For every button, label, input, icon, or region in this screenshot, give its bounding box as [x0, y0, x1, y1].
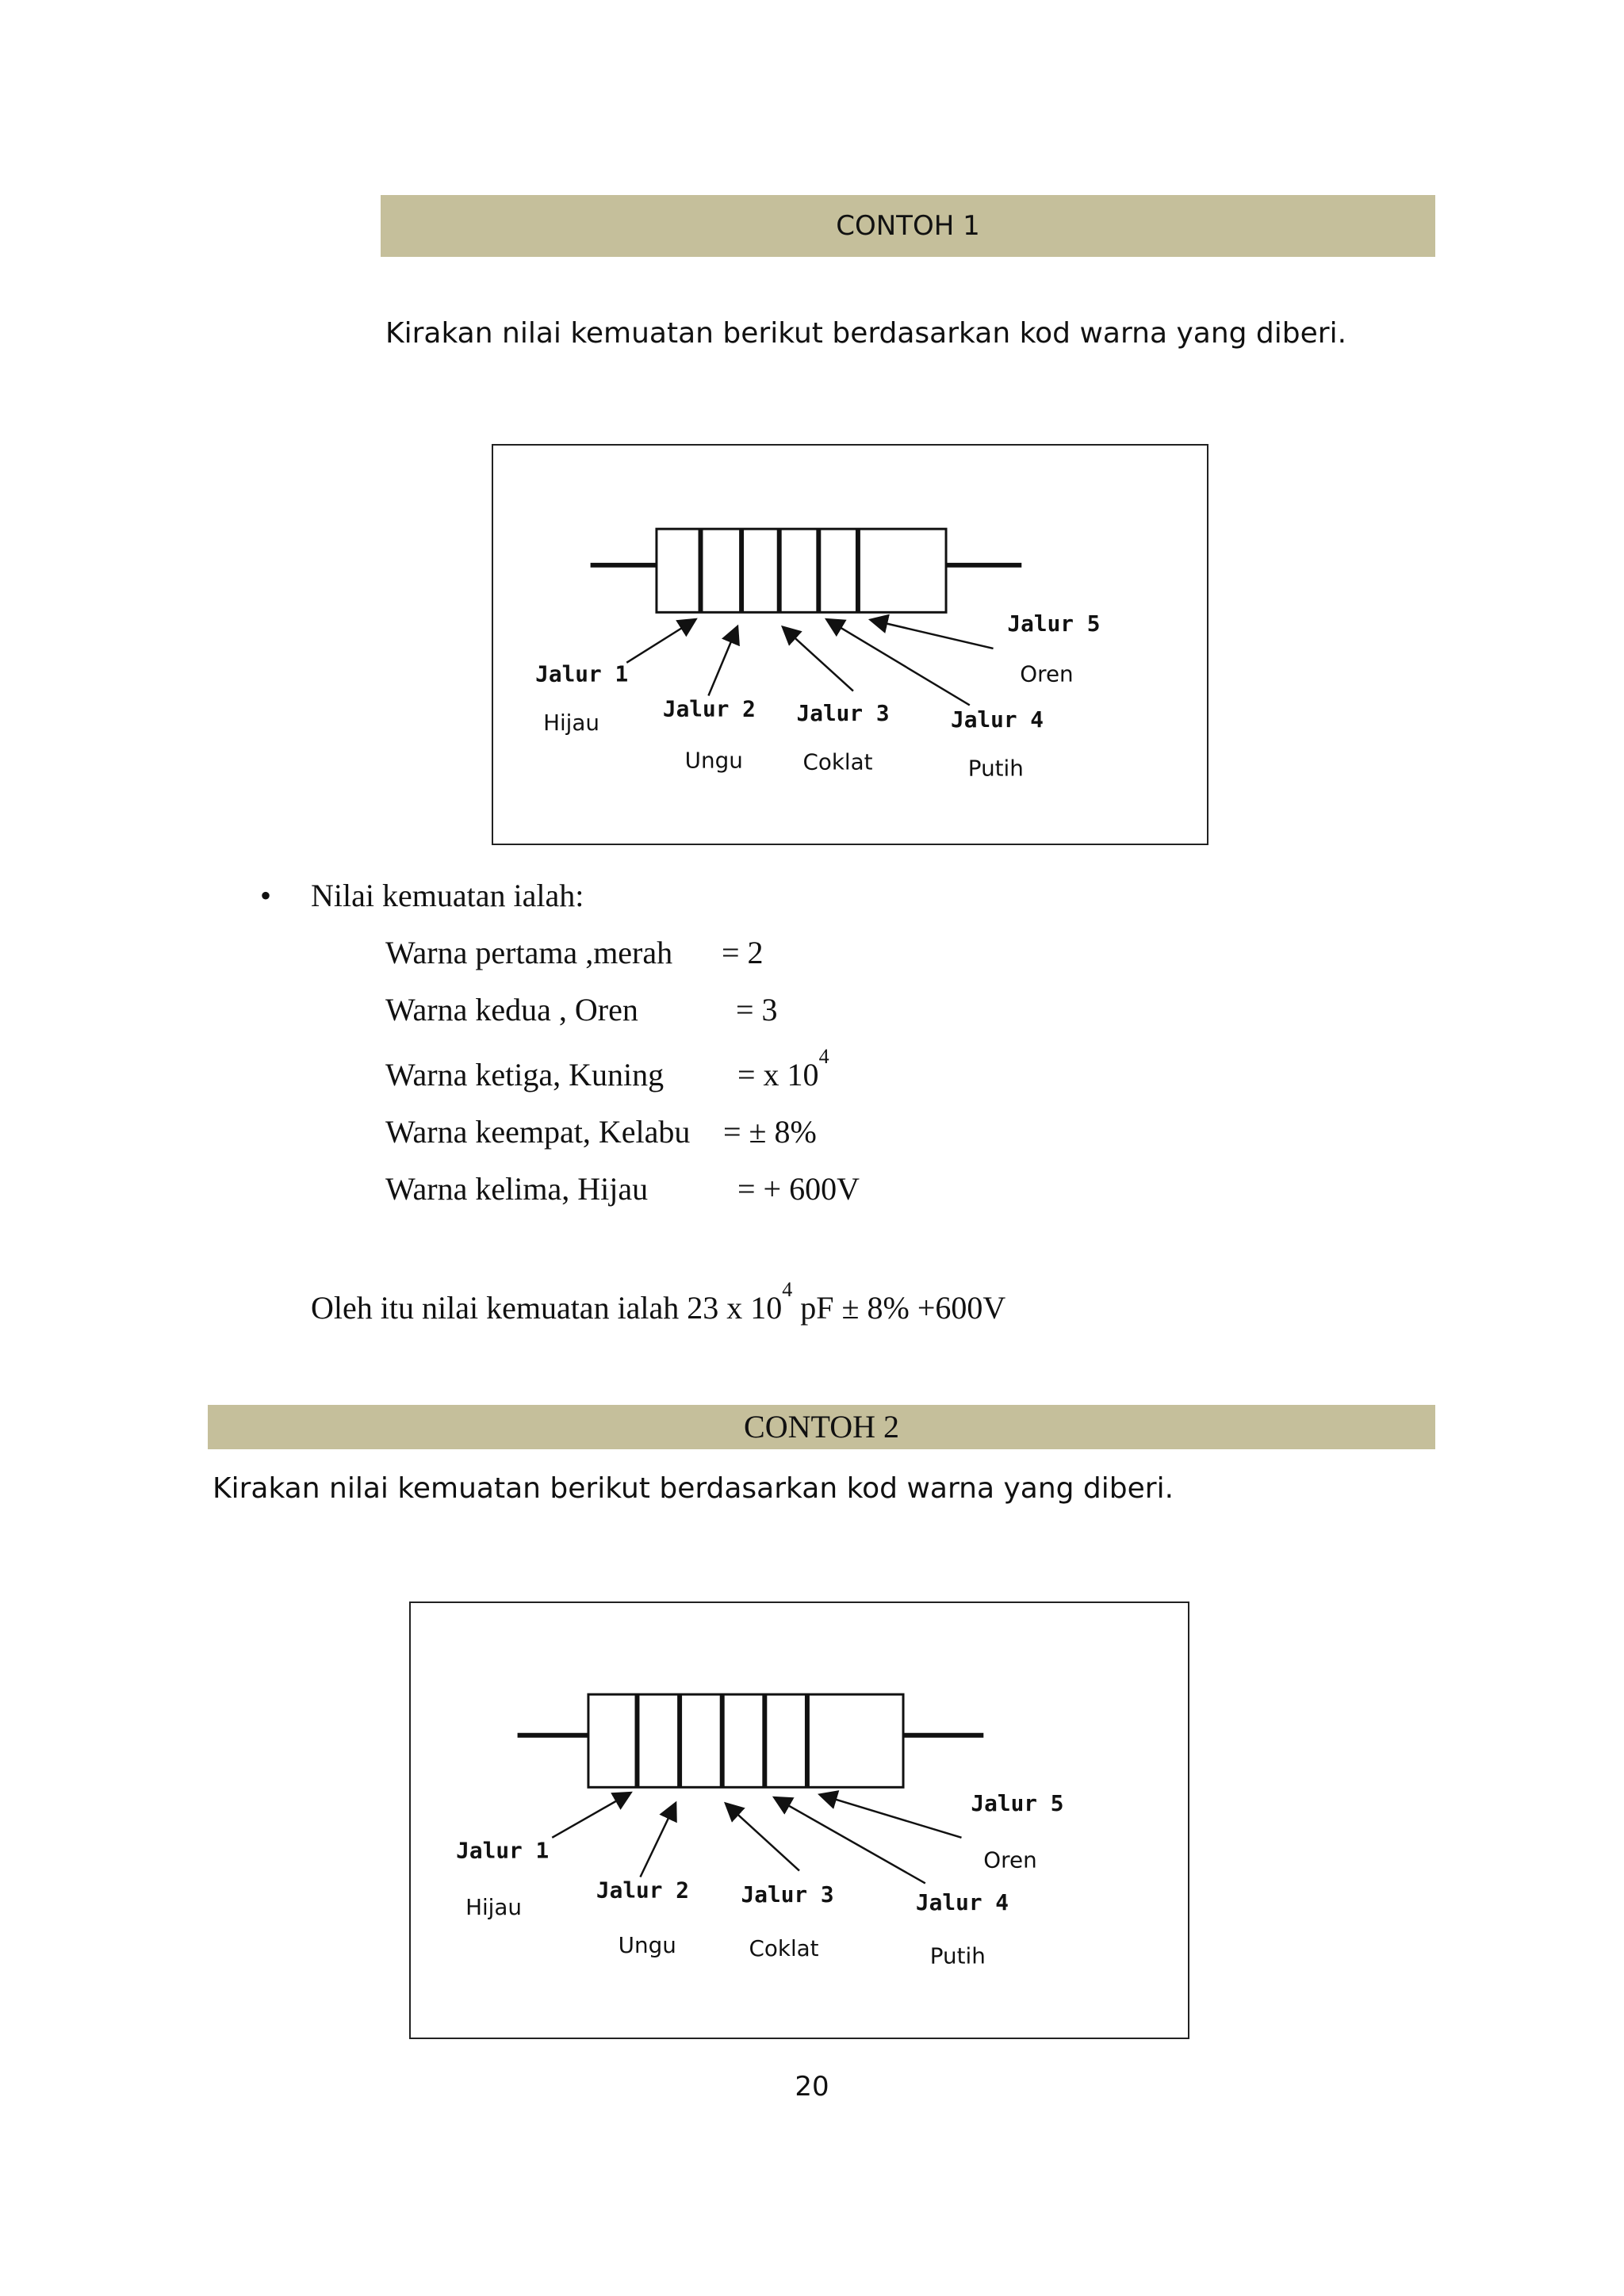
arrow-band-2 — [640, 1804, 675, 1877]
row-value-5: = + 600V — [737, 1171, 860, 1207]
arrow-band-4 — [828, 620, 970, 705]
arrow-band-5 — [872, 620, 994, 649]
band-2-color: Ungu — [618, 1931, 676, 1958]
row-3-exponent: 4 — [818, 1045, 829, 1068]
band-1-title: Jalur 1 — [535, 660, 629, 687]
band-5-color: Oren — [1020, 660, 1074, 687]
arrow-band-1 — [552, 1793, 629, 1838]
band-2-color: Ungu — [684, 747, 743, 774]
band-1-color: Hijau — [465, 1894, 523, 1921]
band-1-color: Hijau — [543, 710, 600, 737]
band-3-color: Coklat — [802, 748, 873, 775]
row-label-2: Warna kedua , Oren — [385, 992, 638, 1027]
arrow-band-3 — [784, 628, 853, 691]
row-value-3: = x $10^4$ — [737, 1045, 829, 1093]
band-2-title: Jalur 2 — [596, 1877, 689, 1904]
row-value-4: = ± 8% — [723, 1114, 817, 1150]
band-4-color: Putih — [929, 1942, 986, 1969]
example1-capacitor-figure — [492, 444, 1208, 845]
example1-instruction: Kirakan nilai kemuatan berikut berdasarkan kod warna yang diberi. — [385, 317, 1347, 350]
capacitor-diagram-2 — [411, 1603, 1188, 2038]
band-5-color: Oren — [983, 1846, 1037, 1873]
example2-heading: CONTOH 2 — [208, 1405, 1435, 1449]
band-3-color: Coklat — [749, 1934, 819, 1961]
conclusion-exponent: 4 — [782, 1278, 793, 1301]
band-3-title: Jalur 3 — [796, 700, 890, 727]
example2-capacitor-figure — [409, 1601, 1189, 2039]
arrow-band-2 — [708, 628, 737, 695]
arrow-band-3 — [727, 1804, 799, 1870]
band-5-title: Jalur 5 — [1007, 610, 1101, 637]
example1-heading: CONTOH 1 — [381, 195, 1435, 257]
row-value-2: = 3 — [736, 992, 778, 1027]
row-label-4: Warna keempat, Kelabu — [385, 1114, 691, 1150]
band-2-title: Jalur 2 — [662, 695, 756, 722]
capacitor-diagram-1 — [493, 446, 1207, 844]
arrow-band-1 — [626, 620, 694, 663]
band-4-color: Putih — [967, 755, 1024, 782]
row-label-1: Warna pertama ,merah — [385, 935, 673, 970]
example2-instruction: Kirakan nilai kemuatan berikut berdasarkan kod warna yang diberi. — [213, 1472, 1174, 1505]
band-5-title: Jalur 5 — [971, 1790, 1064, 1817]
band-1-title: Jalur 1 — [456, 1837, 550, 1864]
page-number: 20 — [795, 2071, 829, 2103]
band-3-title: Jalur 3 — [741, 1881, 834, 1908]
bullet-marker: • — [260, 878, 272, 913]
conclusion: Oleh itu nilai kemuatan ialah 23 x $10^4$ pF ± 8% +600V — [311, 1278, 1006, 1326]
band-4-title: Jalur 4 — [915, 1889, 1009, 1916]
band-4-title: Jalur 4 — [950, 706, 1044, 733]
row-value-1: = 2 — [722, 935, 764, 970]
value-intro: Nilai kemuatan ialah: — [311, 878, 584, 913]
row-label-3: Warna ketiga, Kuning — [385, 1057, 665, 1093]
row-label-5: Warna kelima, Hijau — [385, 1171, 649, 1207]
arrow-band-5 — [822, 1795, 962, 1838]
